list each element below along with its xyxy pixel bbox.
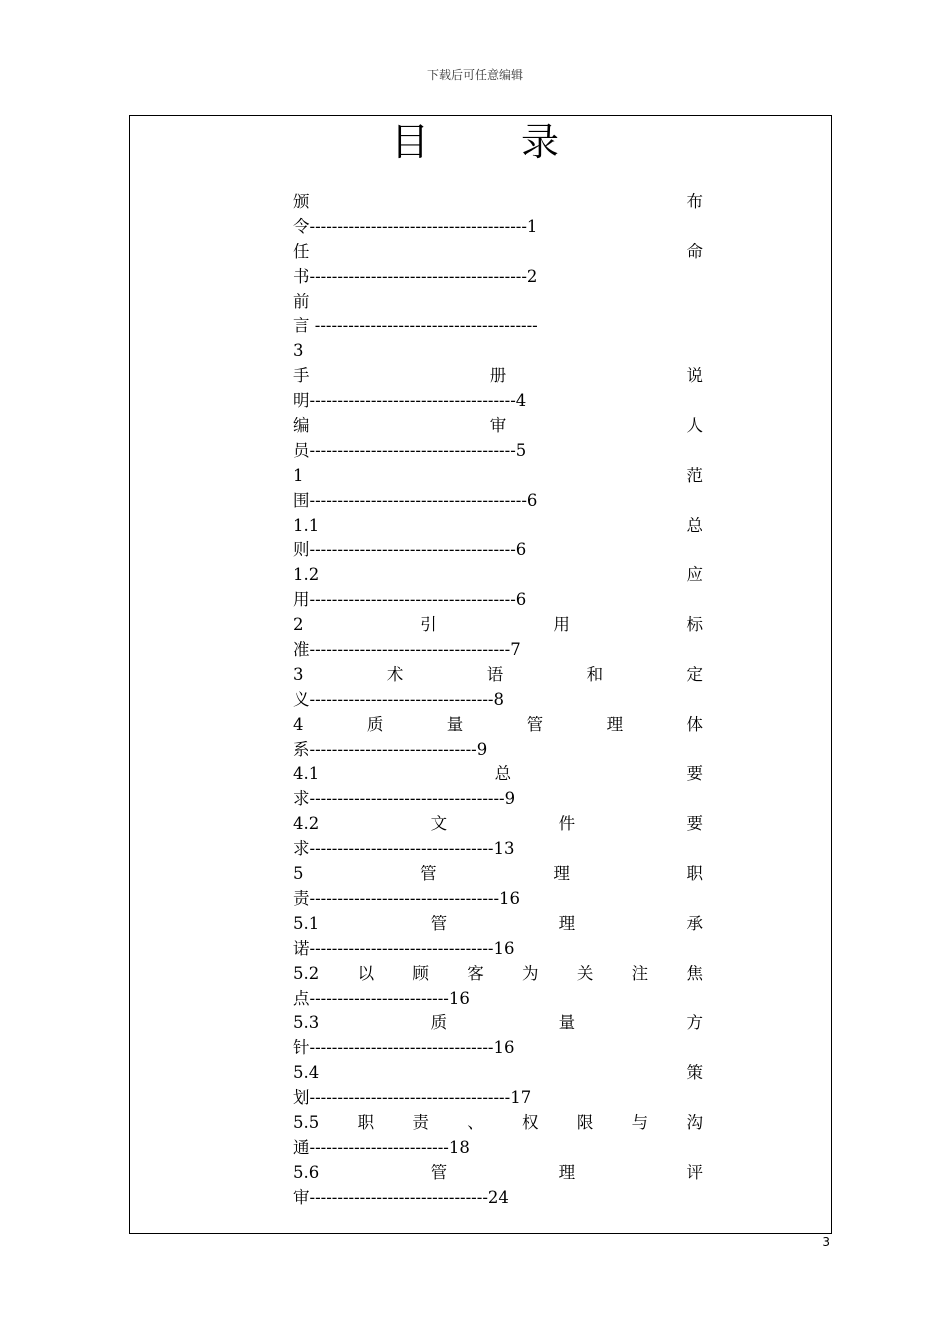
toc-entry-leader: 责----------------------------------16 [293,888,521,908]
toc-entry-word: 2 [293,615,304,635]
toc-entry-word: 5.3 [293,1013,320,1033]
toc-entry-word: 责 [412,1112,429,1132]
toc-entry-word: 文 [430,814,448,834]
toc-entry-leader: 围---------------------------------------6 [293,490,538,510]
toc-entry-word: 应 [686,565,703,585]
toc-entry-word: 颁 [293,192,310,211]
toc-entry-head [293,464,703,489]
toc-entry-head [293,812,703,837]
page-number: 3 [822,1235,830,1249]
toc-entry-head [293,514,703,539]
toc-entry-word: 要 [686,814,703,834]
toc-entry-word: 权 [522,1112,539,1132]
toc-entry-word: 和 [586,664,604,684]
toc-entry-word: 5.1 [293,913,320,933]
toc-entry-word: 5 [293,864,304,884]
toc-entry-word: 1 [293,465,304,485]
toc-entry-word: 总 [494,764,512,784]
toc-entry-head [293,1111,703,1136]
toc-entry-head [293,862,703,887]
toc-entry-word: 布 [686,192,703,211]
toc-entry-word: 职 [686,864,703,884]
toc-entry-word: 量 [446,714,464,734]
toc-entry-word: 理 [558,1162,576,1182]
toc-entry-head [293,563,703,588]
toc-entry-word: 人 [686,416,703,436]
toc-entry-word: 任 [293,241,310,261]
toc-entry-head [293,962,703,987]
toc-entry-leader: 令---------------------------------------1 [293,216,538,236]
toc-entry-word: 管 [526,714,544,734]
toc-entry-word: 理 [553,864,570,884]
toc-entry-leader: 划------------------------------------17 [293,1088,532,1108]
toc-entry-head [293,290,703,315]
toc-entry-word: 引 [420,615,437,635]
toc-entry-word: 关 [576,963,594,983]
toc-entry-word: 理 [558,913,576,933]
toc-entry-word: 3 [293,341,304,361]
table-of-contents [293,190,703,1211]
toc-entry-word: 4.2 [293,814,320,834]
toc-entry-leader: 系------------------------------9 [293,739,488,759]
toc-entry-head [293,339,703,364]
toc-entry-word: 策 [686,1063,703,1083]
toc-entry-head [293,1061,703,1086]
toc-entry-head [293,240,703,265]
toc-entry-word: 要 [686,764,703,784]
toc-entry-leader: 点-------------------------16 [293,988,470,1008]
toc-entry-word: 体 [686,714,703,734]
toc-entry-word: 职 [357,1112,375,1132]
toc-entry-word: 4 [293,714,304,734]
toc-entry-word: 4.1 [293,764,320,784]
toc-entry-word: 5.5 [293,1112,320,1132]
page-header: 下载后可任意编辑 [426,68,523,82]
toc-entry-word: 件 [558,814,576,834]
toc-entry-word: 标 [686,615,703,635]
toc-entry-leader: 审--------------------------------24 [293,1187,509,1207]
toc-entry-word: 管 [420,864,437,884]
toc-entry-word: 5.4 [293,1063,320,1083]
page-title: 目 录 [390,120,600,164]
toc-entry-word: 总 [686,515,703,535]
toc-entry-word: 语 [486,664,504,684]
toc-entry-word: 限 [576,1112,594,1132]
toc-entry-word: 以 [357,963,375,983]
toc-entry-head [293,713,703,738]
toc-entry-word: 与 [631,1112,649,1132]
toc-entry-word: 命 [686,241,703,261]
toc-entry-word: 管 [430,913,448,933]
toc-entry-leader: 义---------------------------------8 [293,689,504,709]
toc-entry-head [293,762,703,787]
toc-entry-word: 沟 [686,1112,703,1132]
toc-entry-head [293,364,703,389]
toc-entry-word: 量 [558,1013,576,1033]
toc-entry-word: 5.6 [293,1162,320,1182]
toc-entry-word: 管 [430,1162,448,1182]
toc-entry-word: 质 [366,714,384,734]
toc-entry-head [293,663,703,688]
toc-entry-word: 焦 [686,963,703,983]
toc-entry-leader: 针---------------------------------16 [293,1038,515,1058]
toc-entry-leader: 言 ---------------------------------------- [293,316,538,336]
toc-entry-word: 顾 [412,963,429,983]
toc-entry-word: 5.2 [293,963,320,983]
toc-entry-leader: 明-------------------------------------4 [293,391,527,411]
toc-entry-word: 用 [553,615,570,635]
toc-entry-word: 3 [293,664,304,684]
toc-entry-leader: 求-----------------------------------9 [293,789,516,809]
toc-entry-word: 质 [430,1013,448,1033]
toc-entry-word: 1.1 [293,515,320,535]
toc-entry-word: 注 [631,963,649,983]
toc-entry-head [293,190,703,215]
toc-entry-leader: 用-------------------------------------6 [293,590,527,610]
toc-entry-word: 术 [386,664,404,684]
toc-entry-word: 册 [489,366,507,386]
toc-entry-head [293,1011,703,1036]
toc-entry-word: 说 [686,366,703,386]
toc-entry-word: 、 [467,1112,484,1132]
toc-entry-word: 范 [686,465,703,485]
toc-entry-leader: 求---------------------------------13 [293,839,515,859]
toc-entry-word: 1.2 [293,565,320,585]
toc-entry-word: 定 [686,664,703,684]
toc-entry-word: 为 [522,963,539,983]
toc-entry-head [293,414,703,439]
toc-entry-leader: 准------------------------------------7 [293,640,521,660]
toc-entry-leader: 书---------------------------------------2 [293,266,538,286]
toc-entry-head [293,912,703,937]
toc-entry-word: 客 [467,963,484,983]
toc-entry-word: 编 [293,416,310,436]
toc-entry-head [293,1161,703,1186]
toc-entry-word: 手 [293,366,310,386]
toc-entry-leader: 通-------------------------18 [293,1137,470,1157]
toc-entry-word: 方 [686,1013,703,1033]
toc-entry-head [293,613,703,638]
toc-entry-word: 评 [686,1162,703,1182]
toc-entry-word: 前 [293,291,310,311]
toc-entry-word: 理 [606,714,624,734]
toc-entry-leader: 员-------------------------------------5 [293,440,527,460]
toc-entry-leader: 则-------------------------------------6 [293,540,527,560]
toc-entry-leader: 诺---------------------------------16 [293,938,515,958]
toc-entry-word: 审 [489,416,507,436]
toc-entry-word: 承 [686,913,703,933]
